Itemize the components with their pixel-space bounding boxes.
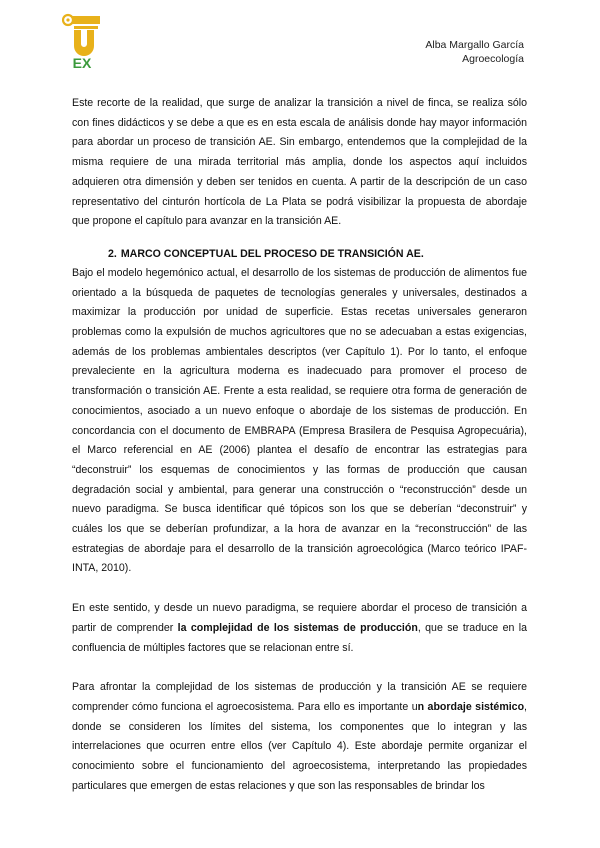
- section-title: MARCO CONCEPTUAL DEL PROCESO DE TRANSICIÓN AE.: [120, 247, 424, 260]
- svg-text:EX: EX: [72, 55, 92, 70]
- section-heading: [72, 244, 527, 264]
- page-header: [425, 38, 524, 66]
- header-subject: Agroecología: [462, 53, 524, 65]
- paragraph-intro: Este recorte de la realidad, que surge de analizar la transición a nivel de finca, se realiza sólo con fines didácticos y se debe a que es en esta escala de análisis donde hay mayor información para abordar un proceso de transición AE. Sin embargo, entendemos que la complejidad de la misma requiere de una mirada territorial más amplia, donde los aspectos aquí incluidos adquieren otra dimensión y deben ser tenidos en cuenta. A partir de la descripción de un caso representativo del cinturón hortícola de La Plata se podrá visibilizar la propuesta de abordaje que propone el capítulo para avanzar en la transición AE.: [72, 97, 527, 228]
- paragraph-conceptual-framework: Bajo el modelo hegemónico actual, el desarrollo de los sistemas de producción de alimentos fue orientado a la búsqueda de paquetes de tecnologías generales y universales, destinados a maximizar la producción por unidad de superficie. Estas recetas universales generaron problemas como la expulsión de muchos agricultores que no se adecuaban a estas exigencias, además de los problemas ambientales descriptos (ver Capítulo 1). Por lo tanto, el enfoque prevaleciente en la agricultura moderna es inadecuado para promover el proceso de transformación o transición AE. Frente a esta realidad, se requiere otra forma de generación de conocimientos, asociado a un nuevo enfoque o abordaje de los sistemas de producción. En concordancia con el documento de EMBRAPA (Empresa Brasilera de Pesquisa Agropecuária), el Marco referencial en AE (2006) plantea el desafío de encontrar las estrategias para “deconstruir” los esquemas de conocimientos y las formas de producción que causan degradación social y ambiental, para generar una construcción o “reconstrucción” desde un nuevo paradigma. Se busca identificar qué tópicos son los que se deberían “deconstruir” y cuáles los que se deberían profundizar, a la hora de avanzar en la “reconstrucción” de las estrategias de abordaje para el desarrollo de la transición agroecológica (Marco teórico IPAF-INTA, 2010).: [72, 266, 527, 575]
- header-author: Alba Margallo García: [425, 39, 524, 51]
- section-number: 2.: [108, 247, 117, 260]
- paragraph-complexity: En este sentido, y desde un nuevo paradigma, se requiere abordar el proceso de transición a partir de comprender la complejidad de los sistemas de producción, que se traduce en la confluencia de múltiples factores que se relacionan entre sí.: [72, 602, 528, 654]
- paragraph-systemic-approach: Para afrontar la complejidad de los sistemas de producción y la transición AE se requiere comprender cómo funciona el agroecosistema. Para ello es importante un abordaje sistémico, donde se consideren los límites del sistema, los componentes que lo integran y las interrelaciones que ocurren entre ellos (ver Capítulo 4). Este abordaje permite organizar el conocimiento sobre el funcionamiento del agroecosistema, interpretando las propiedades particulares que emergen de estas relaciones y que son las responsables de brindar los: [72, 681, 527, 792]
- document-body: [72, 94, 527, 797]
- emphasis-systemic-approach: n abordaje sistémico: [417, 700, 525, 713]
- university-logo: [62, 12, 102, 70]
- emphasis-complexity: la complejidad de los sistemas de producción: [177, 621, 418, 634]
